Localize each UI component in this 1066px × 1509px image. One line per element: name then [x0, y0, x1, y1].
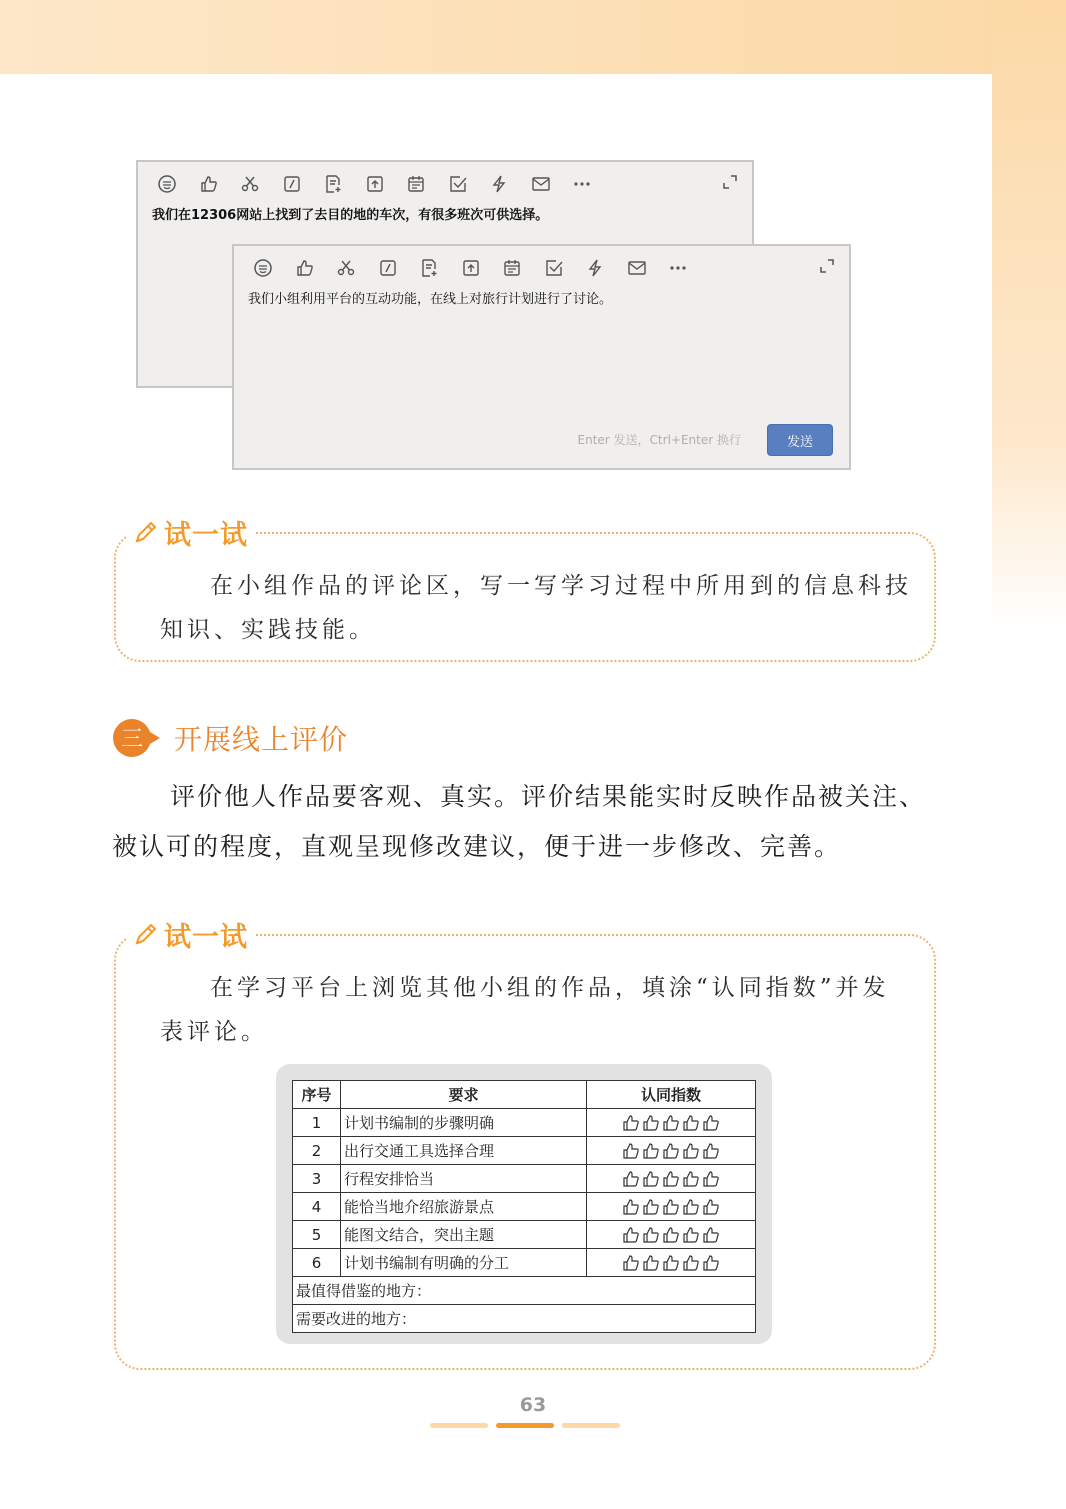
row-number: 4: [293, 1193, 341, 1221]
table-row: [293, 1249, 756, 1277]
thumbs-up-icon[interactable]: [702, 1254, 720, 1272]
mail-icon[interactable]: [530, 173, 552, 195]
table-footer-row: [293, 1305, 756, 1333]
thumbs-up-icon[interactable]: [702, 1226, 720, 1244]
pencil-icon: [132, 920, 160, 948]
thumbs-up-icon[interactable]: [702, 1142, 720, 1160]
thumbs-up-icon[interactable]: [662, 1170, 680, 1188]
thumbs-up-icon[interactable]: [682, 1114, 700, 1132]
emoji-icon[interactable]: [156, 173, 178, 195]
row-requirement: 行程安排恰当: [341, 1165, 587, 1193]
table-row: [293, 1221, 756, 1249]
edit-box-icon[interactable]: [377, 257, 399, 279]
table-header-row: [293, 1081, 756, 1109]
row-number: 5: [293, 1221, 341, 1249]
page-bar-right: [562, 1423, 620, 1428]
row-number: 1: [293, 1109, 341, 1137]
more-icon[interactable]: [667, 257, 689, 279]
row-rating: [587, 1137, 756, 1165]
thumbs-up-icon[interactable]: [642, 1142, 660, 1160]
thumbs-up-icon[interactable]: [622, 1142, 640, 1160]
thumbs-up-icon[interactable]: [702, 1114, 720, 1132]
row-rating: [587, 1249, 756, 1277]
thumbs-up-icon[interactable]: [662, 1198, 680, 1216]
header-requirement: 要求: [341, 1081, 587, 1109]
thumbs-up-icon[interactable]: [682, 1142, 700, 1160]
thumbs-up-icon[interactable]: [642, 1114, 660, 1132]
file-add-icon[interactable]: [322, 173, 344, 195]
row-rating: [587, 1109, 756, 1137]
try-box-text: 在小组作品的评论区，写一写学习过程中所用到的信息科技知识、实践技能。: [160, 573, 912, 643]
table-row: [293, 1193, 756, 1221]
thumbs-up-icon[interactable]: [662, 1142, 680, 1160]
row-requirement: 出行交通工具选择合理: [341, 1137, 587, 1165]
table-row: [293, 1137, 756, 1165]
row-number: 3: [293, 1165, 341, 1193]
thumbs-up-icon[interactable]: [642, 1170, 660, 1188]
row-rating: [587, 1221, 756, 1249]
side-strip: [992, 0, 1066, 630]
thumbs-up-icon[interactable]: [702, 1170, 720, 1188]
emoji-icon[interactable]: [252, 257, 274, 279]
chat-window-2: [232, 244, 851, 470]
section-number-badge: [112, 718, 162, 758]
thumbs-up-icon[interactable]: [682, 1254, 700, 1272]
header-rating: 认同指数: [587, 1081, 756, 1109]
thumbs-up-icon[interactable]: [622, 1170, 640, 1188]
evaluation-table: [292, 1080, 756, 1333]
try-box-text: 在学习平台上浏览其他小组的作品，填涂“认同指数”并发表评论。: [160, 975, 890, 1045]
expand-icon[interactable]: [722, 174, 738, 190]
thumbs-up-icon[interactable]: [622, 1114, 640, 1132]
table-row: [293, 1165, 756, 1193]
row-rating: [587, 1165, 756, 1193]
section-paragraph: 评价他人作品要客观、真实。评价结果能实时反映作品被关注、被认可的程度，直观呈现修改建议，便于进一步修改、完善。: [112, 782, 927, 861]
section-title: 开展线上评价: [174, 723, 349, 756]
try-box-title: [126, 512, 256, 552]
page-number: 63: [519, 1394, 547, 1416]
thumbs-up-icon[interactable]: [662, 1114, 680, 1132]
calendar-icon[interactable]: [501, 257, 523, 279]
row-requirement: 能恰当地介绍旅游景点: [341, 1193, 587, 1221]
more-icon[interactable]: [571, 173, 593, 195]
try-box-title: [126, 914, 256, 954]
mail-icon[interactable]: [626, 257, 648, 279]
lightning-icon[interactable]: [488, 173, 510, 195]
send-button[interactable]: 发送: [767, 424, 833, 456]
thumbs-up-icon[interactable]: [662, 1254, 680, 1272]
file-add-icon[interactable]: [418, 257, 440, 279]
thumbs-up-icon[interactable]: [294, 257, 316, 279]
thumbs-up-icon[interactable]: [198, 173, 220, 195]
row-number: 6: [293, 1249, 341, 1277]
thumbs-up-icon[interactable]: [682, 1226, 700, 1244]
try-title-text: 试一试: [164, 921, 248, 953]
upload-icon[interactable]: [460, 257, 482, 279]
thumbs-up-icon[interactable]: [682, 1170, 700, 1188]
thumbs-up-icon[interactable]: [622, 1226, 640, 1244]
scissors-icon[interactable]: [239, 173, 261, 195]
header-band: [0, 0, 1066, 74]
table-footer-row: [293, 1277, 756, 1305]
edit-box-icon[interactable]: [281, 173, 303, 195]
header-no: 序号: [293, 1081, 341, 1109]
thumbs-up-icon[interactable]: [682, 1198, 700, 1216]
thumbs-up-icon[interactable]: [702, 1198, 720, 1216]
upload-icon[interactable]: [364, 173, 386, 195]
chat-toolbar: [252, 256, 709, 280]
try-title-text: 试一试: [164, 519, 248, 551]
send-hint: Enter 发送，Ctrl+Enter 换行: [577, 433, 741, 447]
calendar-icon[interactable]: [405, 173, 427, 195]
thumbs-up-icon[interactable]: [642, 1254, 660, 1272]
thumbs-up-icon[interactable]: [662, 1226, 680, 1244]
chat-toolbar: [156, 172, 613, 196]
thumbs-up-icon[interactable]: [622, 1254, 640, 1272]
page-bar-center: [496, 1423, 554, 1428]
expand-icon[interactable]: [819, 258, 835, 274]
thumbs-up-icon[interactable]: [642, 1198, 660, 1216]
checkbox-icon[interactable]: [447, 173, 469, 195]
row-requirement: 计划书编制有明确的分工: [341, 1249, 587, 1277]
chat-message-2: 我们小组利用平台的互动功能，在线上对旅行计划进行了讨论。: [248, 292, 613, 307]
pencil-icon: [132, 518, 160, 546]
thumbs-up-icon[interactable]: [642, 1226, 660, 1244]
row-requirement: 能图文结合，突出主题: [341, 1221, 587, 1249]
row-number: 2: [293, 1137, 341, 1165]
try-box-1: [114, 519, 936, 662]
section-badge-text: 三: [120, 727, 144, 752]
scissors-icon[interactable]: [335, 257, 357, 279]
best-points-field[interactable]: 最值得借鉴的地方：: [293, 1277, 756, 1305]
row-requirement: 计划书编制的步骤明确: [341, 1109, 587, 1137]
improve-points-field[interactable]: 需要改进的地方：: [293, 1305, 756, 1333]
checkbox-icon[interactable]: [543, 257, 565, 279]
table-row: [293, 1109, 756, 1137]
lightning-icon[interactable]: [584, 257, 606, 279]
thumbs-up-icon[interactable]: [622, 1198, 640, 1216]
chat-message-1: 我们在12306网站上找到了去目的地的车次，有很多班次可供选择。: [152, 208, 549, 223]
page-bar-left: [430, 1423, 488, 1428]
row-rating: [587, 1193, 756, 1221]
